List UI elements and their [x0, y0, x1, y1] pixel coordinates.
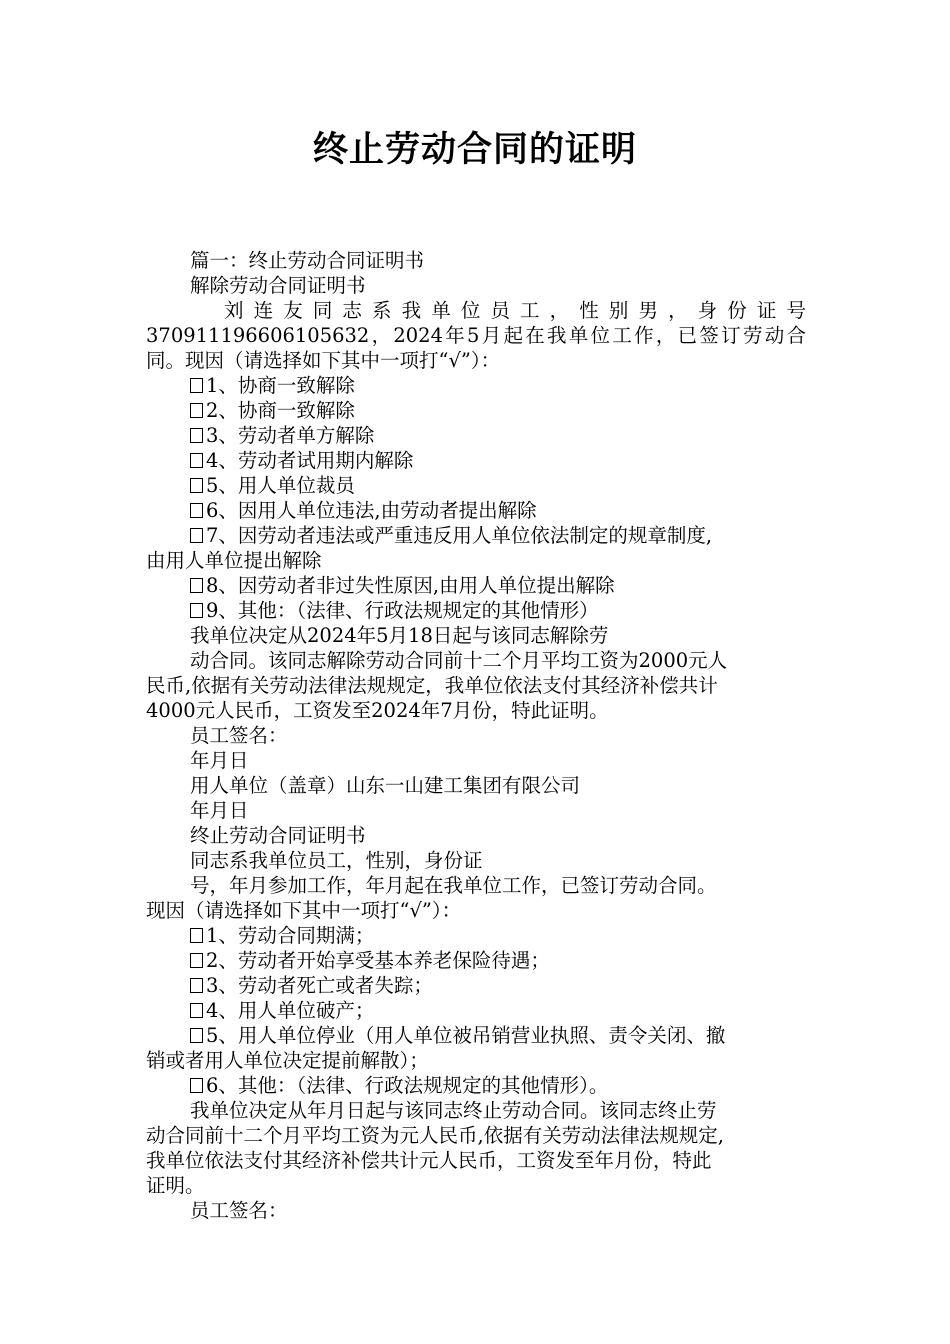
section2-option: 5、用人单位停业（用人单位被吊销营业执照、责令关闭、撤 — [146, 1023, 806, 1048]
section1-option: 3、劳动者单方解除 — [146, 423, 806, 448]
section2-heading: 终止劳动合同证明书 — [190, 824, 366, 847]
section2-option: 2、劳动者开始享受基本养老保险待遇； — [146, 948, 806, 973]
section2-option: 3、劳动者死亡或者失踪； — [146, 973, 806, 998]
section1-option: 9、其他：（法律、行政法规规定的其他情形） — [146, 598, 806, 623]
section1-decision-line: 我单位决定从2024年5月18日起与该同志解除劳 — [190, 624, 609, 647]
checkbox[interactable] — [190, 403, 203, 418]
section1-option: 6、因用人单位违法,由劳动者提出解除 — [146, 498, 806, 523]
section2-intro-line: 现因（请选择如下其中一项打“√”）： — [146, 899, 462, 922]
section2-employee-signature: 员工签名： — [190, 1199, 288, 1222]
section1-decision-line: 4000元人民币，工资发至2024年7月份，特此证明。 — [146, 699, 609, 722]
section2-intro-line: 号，年月参加工作，年月起在我单位工作，已签订劳动合同。 — [190, 874, 717, 897]
checkbox[interactable] — [190, 578, 203, 593]
checkbox[interactable] — [190, 978, 203, 993]
checkbox[interactable] — [190, 603, 203, 618]
section1-option: 8、因劳动者非过失性原因,由用人单位提出解除 — [146, 573, 806, 598]
section1-employer: 用人单位（盖章）山东一山建工集团有限公司 — [190, 774, 581, 797]
section1-decision-line: 民币,依据有关劳动法律法规规定，我单位依法支付其经济补偿共计 — [146, 674, 718, 697]
checkbox[interactable] — [190, 428, 203, 443]
checkbox[interactable] — [190, 1028, 203, 1043]
section1-heading: 篇一：终止劳动合同证明书 — [190, 249, 425, 272]
checkbox[interactable] — [190, 528, 203, 543]
section1-intro-line: 同。现因（请选择如下其中一项打“√”）： — [146, 349, 501, 372]
checkbox[interactable] — [190, 478, 203, 493]
checkbox[interactable] — [190, 378, 203, 393]
section1-employee-signature: 员工签名： — [190, 724, 288, 747]
checkbox[interactable] — [190, 453, 203, 468]
section1-intro-line: 370911196606105632，2024年5月起在我单位工作，已签订劳动合 — [146, 324, 806, 347]
section1-decision-line: 动合同。该同志解除劳动合同前十二个月平均工资为2000元人 — [190, 649, 728, 672]
document-body — [146, 248, 806, 1223]
document-title: 终止劳动合同的证明 — [312, 130, 637, 170]
section2-decision-line: 我单位依法支付其经济补偿共计元人民币，工资发至年月份，特此 — [146, 1149, 712, 1172]
section1-option: 5、用人单位裁员 — [146, 473, 806, 498]
section2-option: 4、用人单位破产； — [146, 998, 806, 1023]
section1-option: 7、因劳动者违法或严重违反用人单位依法制定的规章制度, — [146, 523, 806, 548]
section2-decision-line: 证明。 — [146, 1174, 205, 1197]
section1-subheading: 解除劳动合同证明书 — [190, 274, 366, 297]
section1-option-continued: 由用人单位提出解除 — [146, 549, 322, 572]
section1-date: 年月日 — [190, 799, 249, 822]
checkbox[interactable] — [190, 928, 203, 943]
section1-option: 4、劳动者试用期内解除 — [146, 448, 806, 473]
checkbox[interactable] — [190, 1003, 203, 1018]
checkbox[interactable] — [190, 953, 203, 968]
section2-option: 6、其他：（法律、行政法规规定的其他情形）。 — [146, 1073, 806, 1098]
section1-date: 年月日 — [190, 749, 249, 772]
section1-option: 2、协商一致解除 — [146, 398, 806, 423]
section2-option: 1、劳动合同期满； — [146, 923, 806, 948]
checkbox[interactable] — [190, 503, 203, 518]
checkbox[interactable] — [190, 1078, 203, 1093]
section2-decision-line: 动合同前十二个月平均工资为元人民币,依据有关劳动法律法规规定, — [146, 1124, 724, 1147]
section2-decision-line: 我单位决定从年月日起与该同志终止劳动合同。该同志终止劳 — [190, 1099, 717, 1122]
section2-option-continued: 销或者用人单位决定提前解散）； — [146, 1049, 429, 1072]
section1-intro-line: 刘连友同志系我单位员工，性别男，身份证号 — [224, 299, 806, 322]
section2-intro-line: 同志系我单位员工，性别，身份证 — [190, 849, 483, 872]
section1-option: 1、协商一致解除 — [146, 373, 806, 398]
